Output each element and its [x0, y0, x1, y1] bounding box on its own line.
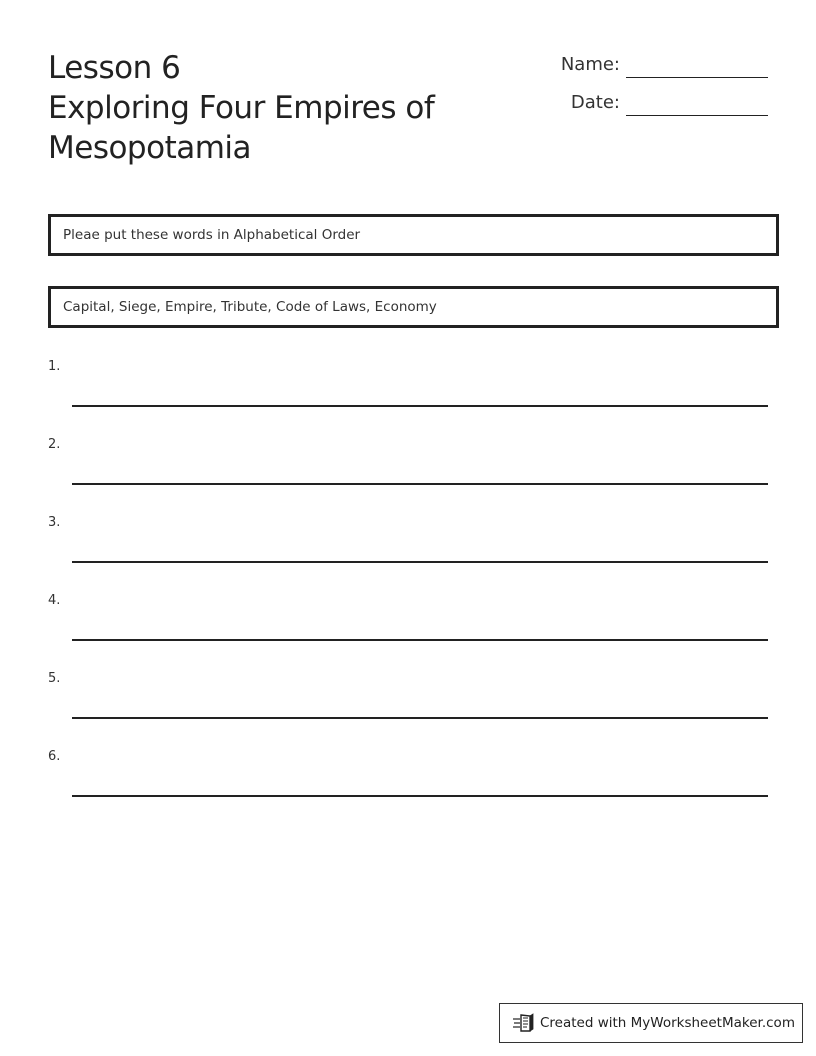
- answer-number: 4.: [48, 593, 61, 608]
- date-label: Date:: [570, 92, 620, 113]
- answer-item-5: [48, 671, 768, 721]
- answer-item-3: [48, 515, 768, 565]
- answer-number: 5.: [48, 671, 61, 686]
- date-blank-line[interactable]: [626, 115, 768, 116]
- title-line-3: Mesopotamia: [48, 130, 252, 166]
- answer-number: 3.: [48, 515, 61, 530]
- answer-number: 6.: [48, 749, 61, 764]
- title-line-2: Exploring Four Empires of: [48, 90, 435, 126]
- footer-credit[interactable]: [499, 1003, 803, 1043]
- answer-item-6: [48, 749, 768, 799]
- word-bank-box: Capital, Siege, Empire, Tribute, Code of Laws, Economy: [48, 286, 779, 328]
- answer-item-4: [48, 593, 768, 643]
- answer-line[interactable]: [72, 405, 768, 407]
- name-field: [520, 52, 768, 78]
- worksheet-maker-logo-icon: [512, 1013, 534, 1033]
- answer-line[interactable]: [72, 639, 768, 641]
- title-line-1: Lesson 6: [48, 50, 181, 86]
- date-field: [520, 90, 768, 116]
- instructions-box: Pleae put these words in Alphabetical Order: [48, 214, 779, 256]
- answer-number: 1.: [48, 359, 61, 374]
- name-label: Name:: [560, 54, 620, 75]
- name-blank-line[interactable]: [626, 77, 768, 78]
- answer-line[interactable]: [72, 717, 768, 719]
- footer-text: Created with MyWorksheetMaker.com: [540, 1015, 795, 1031]
- page-title: [48, 48, 518, 168]
- answer-item-2: [48, 437, 768, 487]
- answer-item-1: [48, 359, 768, 409]
- answer-line[interactable]: [72, 795, 768, 797]
- answer-number: 2.: [48, 437, 61, 452]
- answer-line[interactable]: [72, 561, 768, 563]
- answer-line[interactable]: [72, 483, 768, 485]
